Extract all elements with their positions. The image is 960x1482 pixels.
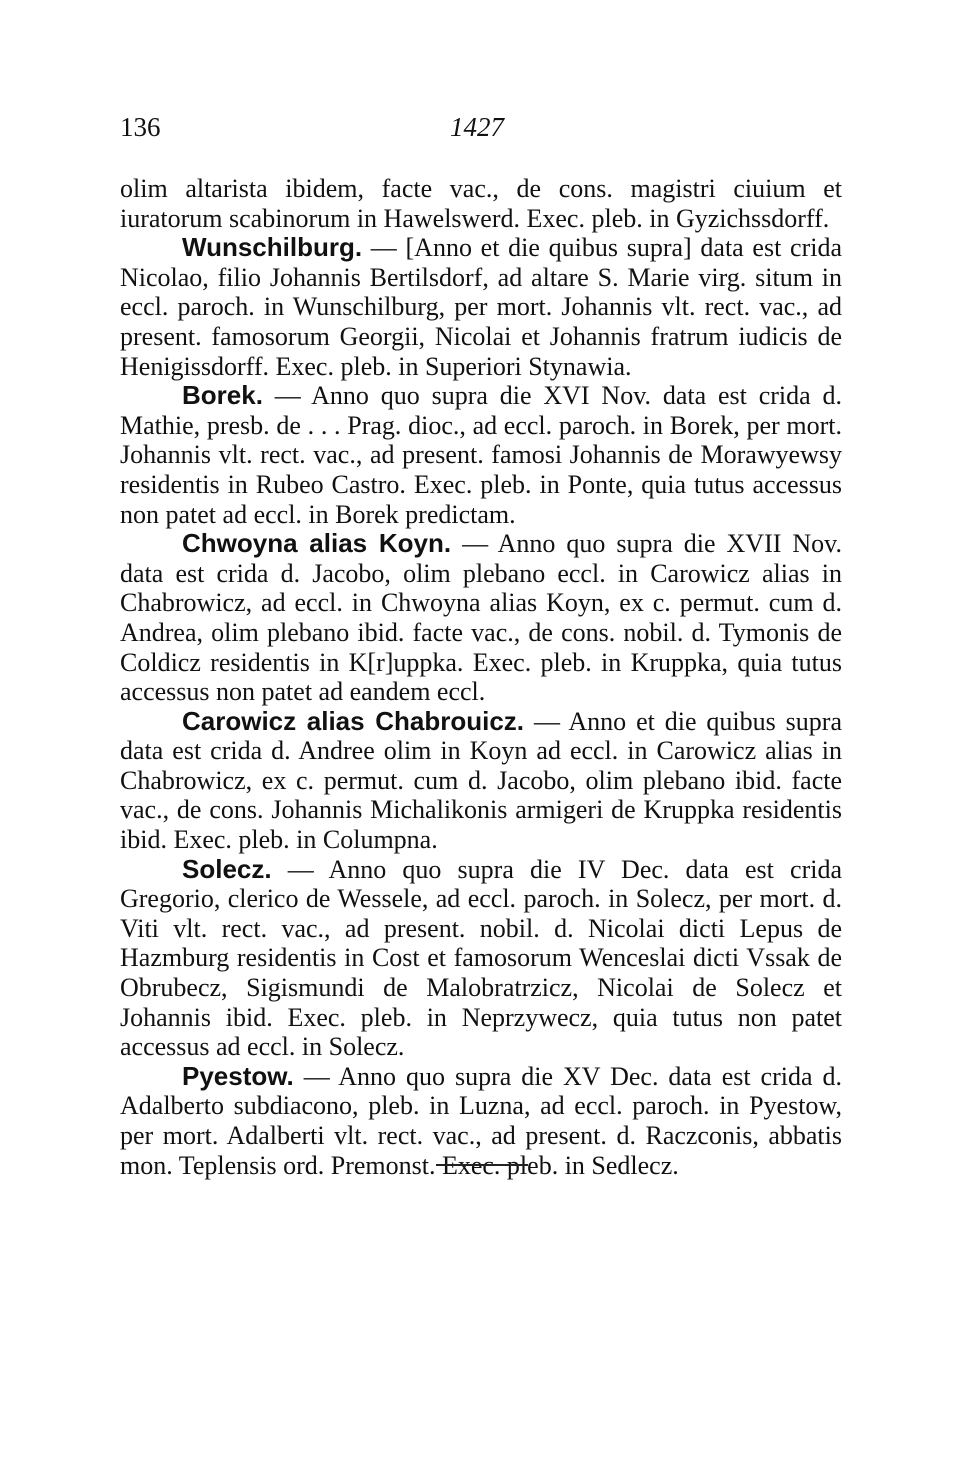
entry-heading: Pyestow.: [182, 1060, 294, 1091]
entry-text: — Anno quo supra die XVI Nov. data est crida d. Mathie, presb. de . . . Prag. dioc., ad eccl. paroch. in Borek, per mort. Johannis vlt. rect. vac., ad present. famosi Johannis de Morawyewsy residentis in Rubeo Castro. Exec. pleb. in Ponte, quia tutus accessus non patet ad eccl. in Borek predictam.: [120, 381, 842, 529]
entry-text: — Anno quo supra die IV Dec. data est crida Gregorio, clerico de Wessele, ad eccl. paroch. in Solecz, per mort. d. Viti vlt. rect. vac., ad present. nobil. d. Nicolai dicti Lepus de Hazmburg residentis in Cost et famosorum Wenceslai dicti Vssak de Obrubecz, Sigismundi de Malobratrzicz, Nicolai de Solecz et Johannis ibid. Exec. pleb. in Neprzywecz, quia tutus non patet accessus ad eccl. in Solecz.: [120, 854, 842, 1062]
closing-rule: [436, 1164, 528, 1166]
entry-wunschilburg: [120, 233, 842, 381]
page-number: 136: [120, 112, 161, 142]
entry-heading: Carowicz alias Chabrouicz.: [182, 705, 525, 736]
entry-heading: Chwoyna alias Koyn.: [182, 528, 452, 559]
running-header-year: 1427: [450, 112, 504, 142]
entry-solecz: [120, 855, 842, 1062]
entry-carowicz: [120, 707, 842, 855]
entry-text: — Anno quo supra die XV Dec. data est crida d. Adalberto subdiacono, pleb. in Luzna, ad eccl. paroch. in Pyestow, per mort. Adalberti vlt. rect. vac., ad present. d. Raczconis, abbatis mon. Teplensis ord. Premonst. Exec. pleb. in Sedlecz.: [120, 1061, 842, 1180]
page-header: [120, 112, 842, 152]
entry-heading: Wunschilburg.: [182, 232, 363, 263]
opening-paragraph: olim altarista ibidem, facte vac., de cons. magistri ciuium et iuratorum scabinorum in Hawelswerd. Exec. pleb. in Gyzichssdorff.: [120, 174, 842, 233]
entry-text: — Anno et die quibus supra data est crida d. Andree olim in Koyn ad eccl. in Carowicz alias in Chabrowicz, ex c. permut. cum d. Jacobo, olim plebano ibid. facte vac., de cons. Johannis Michalikonis armigeri de Kruppka residentis ibid. Exec. pleb. in Columpna.: [120, 706, 842, 855]
entry-heading: Borek.: [182, 380, 263, 411]
entry-heading: Solecz.: [182, 853, 272, 884]
entry-borek: [120, 381, 842, 529]
entry-pyestow: [120, 1062, 842, 1180]
entry-text: — [Anno et die quibus supra] data est crida Nicolao, filio Johannis Bertilsdorf, ad altare S. Marie virg. situm in eccl. paroch. in Wunschilburg, per mort. Johannis vlt. rect. vac., ad present. famosorum Georgii, Nicolai et Johannis fratrum iudicis de Henigissdorff. Exec. pleb. in Superiori Stynawia.: [120, 233, 842, 381]
main-text: [120, 174, 842, 1180]
entry-text: — Anno quo supra die XVII Nov. data est crida d. Jacobo, olim plebano eccl. in Carowicz alias in Chabrowicz, ad eccl. in Chwoyna alias Koyn, ex c. permut. cum d. Andrea, olim plebano ibid. facte vac., de cons. nobil. d. Tymonis de Coldicz residentis in K[r]uppka. Exec. pleb. in Kruppka, quia tutus accessus non patet ad eandem eccl.: [120, 529, 842, 707]
entry-chwoyna: [120, 529, 842, 707]
